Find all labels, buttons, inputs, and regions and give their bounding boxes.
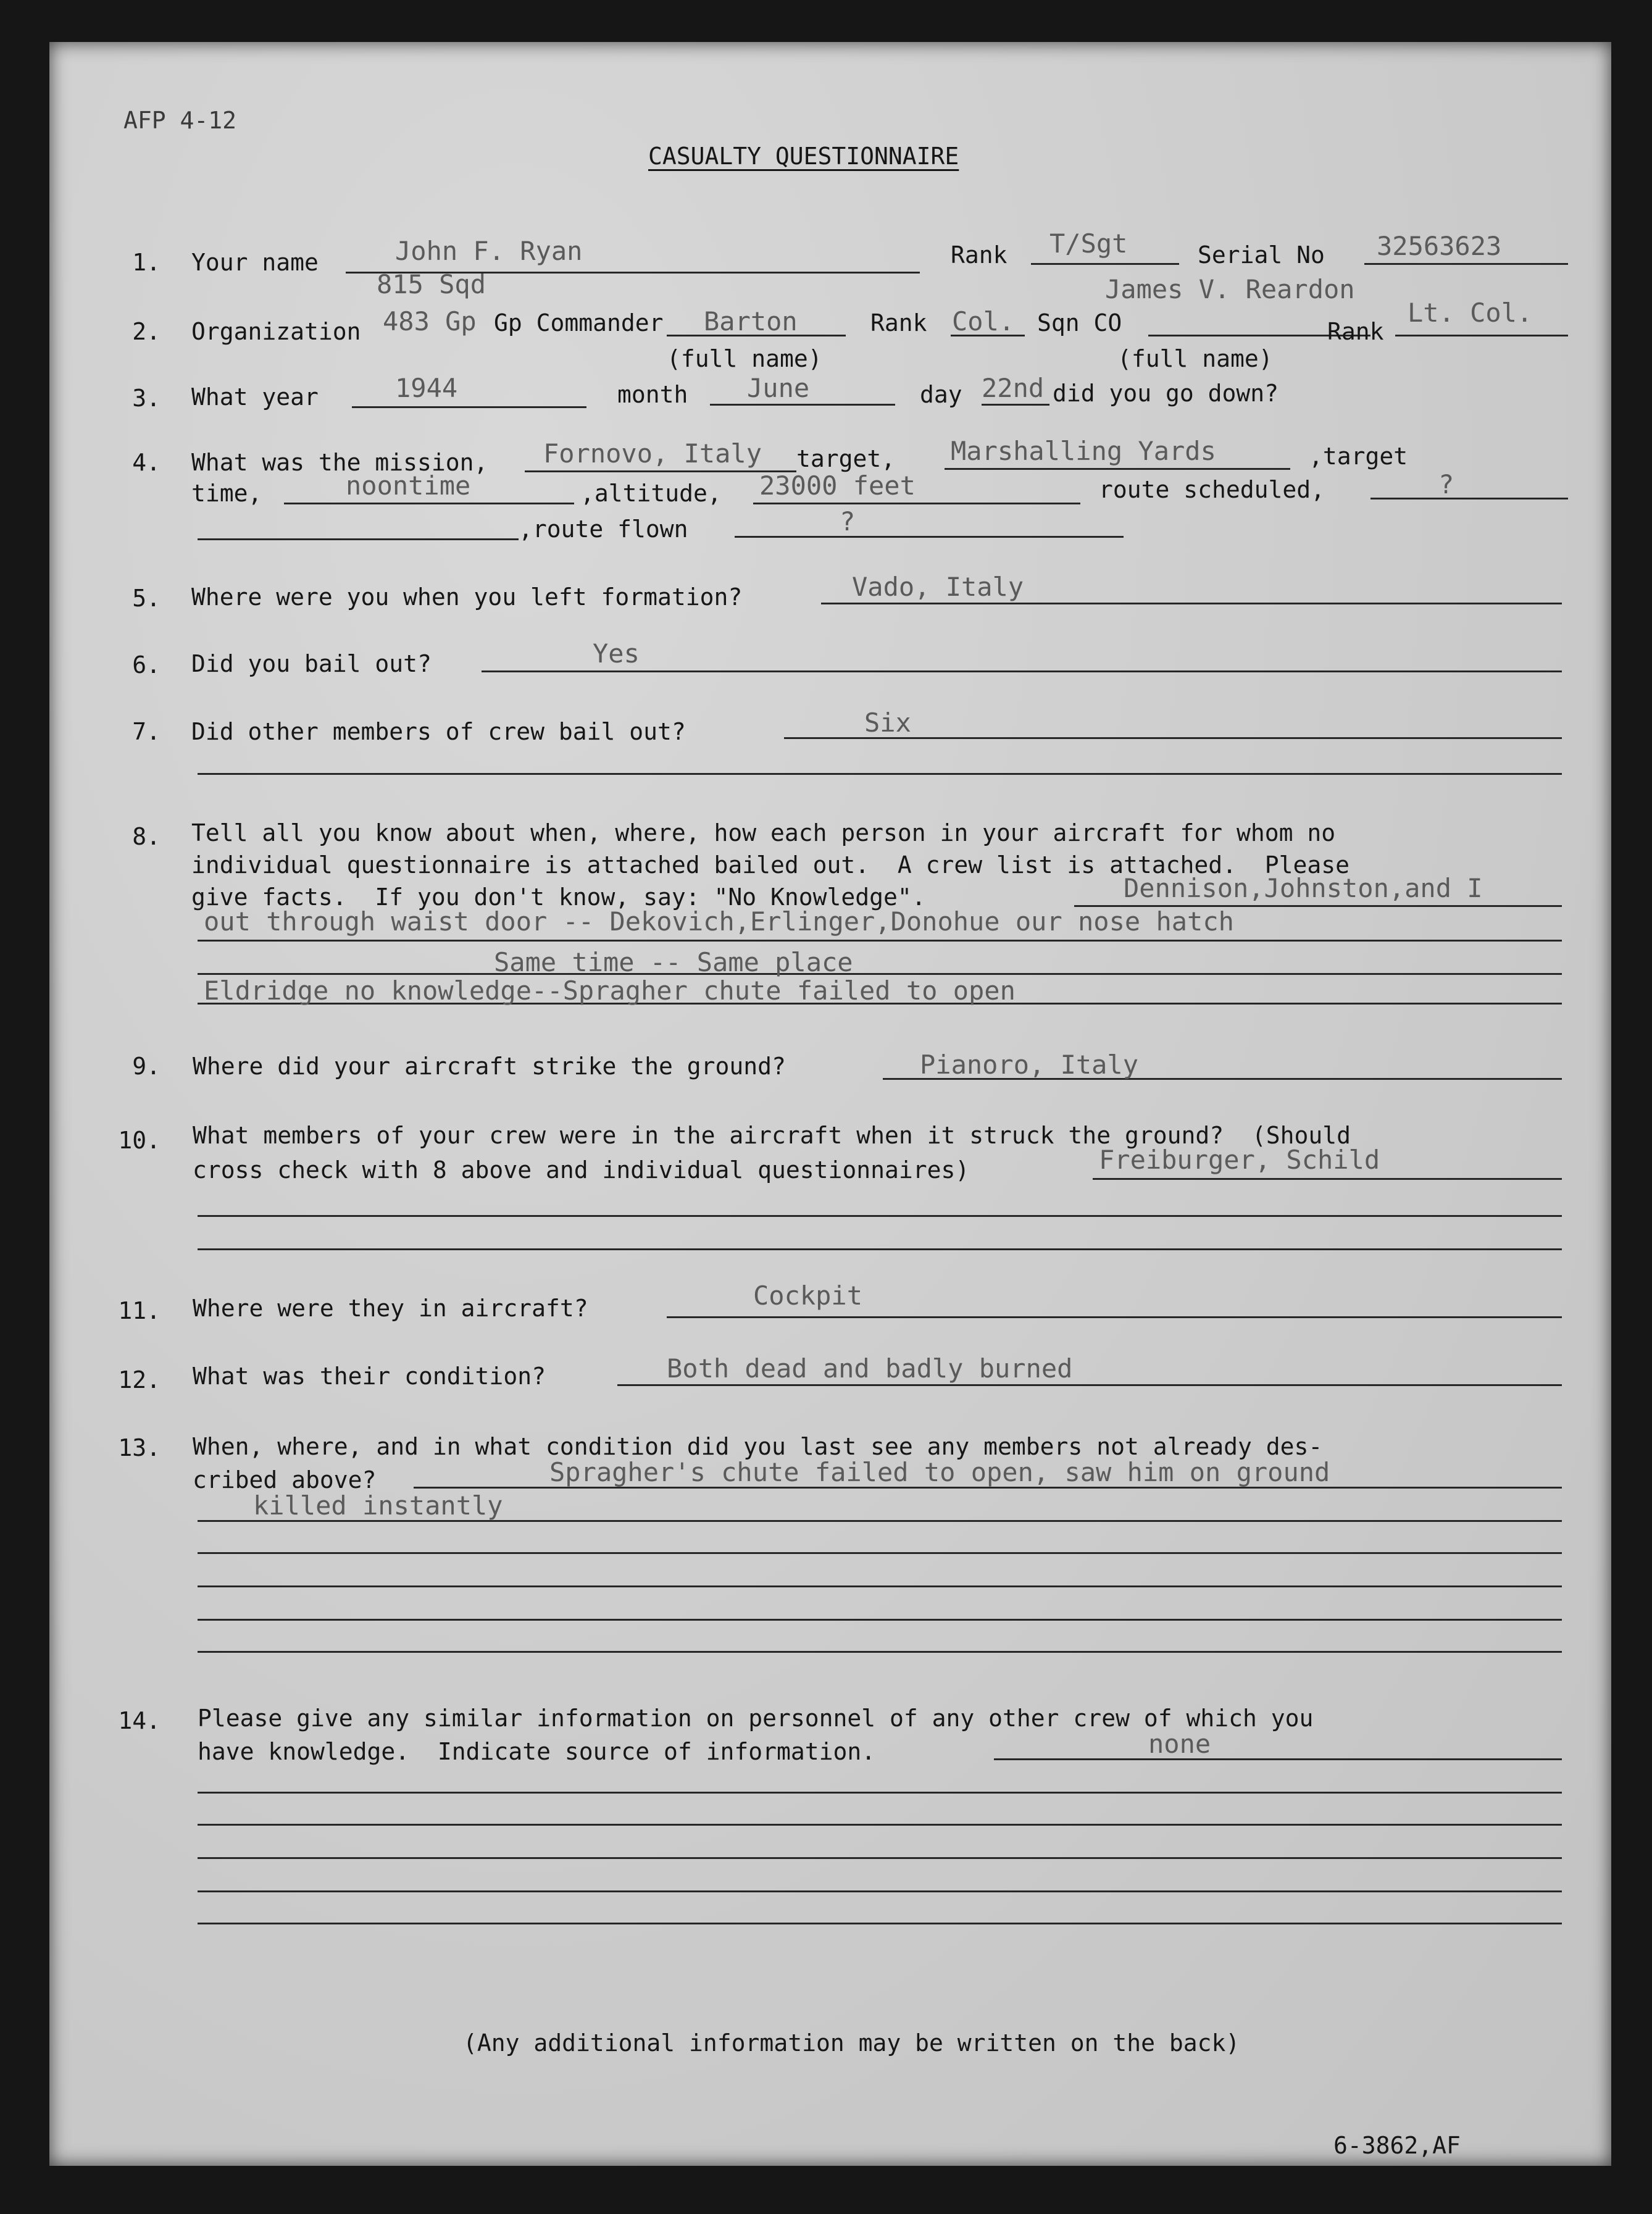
q10-line-1: What members of your crew were in the aircraft when it struck the ground? (Should <box>193 1122 1351 1149</box>
target-label: target, <box>796 445 896 472</box>
sqn-co-answer: James V. Reardon <box>1105 274 1355 304</box>
condition-answer: Both dead and badly burned <box>667 1353 1073 1384</box>
organization-label: Organization <box>191 318 361 345</box>
go-down-label: did you go down? <box>1053 380 1279 407</box>
rank-answer: T/Sgt <box>1049 228 1128 259</box>
other-members-answer: Six <box>864 708 911 738</box>
where-in-aircraft-answer: Cockpit <box>753 1280 863 1311</box>
q10-line-2: cross check with 8 above and individual questionnaires) <box>193 1156 970 1184</box>
question-number: 7. <box>132 718 161 745</box>
year-answer: 1944 <box>395 373 458 403</box>
q8-answer-3: Same time -- Same place <box>494 947 853 977</box>
month-label: month <box>617 381 688 408</box>
route-scheduled-label: route scheduled, <box>1099 476 1325 503</box>
day-label: day <box>920 381 962 408</box>
question-number: 2. <box>132 318 161 345</box>
altitude-answer: 23000 feet <box>759 470 916 501</box>
year-label: What year <box>191 383 319 411</box>
in-aircraft-answer: Freiburger, Schild <box>1099 1145 1380 1175</box>
serial-label: Serial No <box>1198 241 1325 269</box>
sqn-rank-answer: Lt. Col. <box>1408 298 1533 328</box>
q14-line-2: have knowledge. Indicate source of information. <box>198 1738 876 1765</box>
time-answer: noontime <box>346 470 471 501</box>
left-formation-answer: Vado, Italy <box>852 572 1024 602</box>
form-code: AFP 4-12 <box>123 107 237 134</box>
route-scheduled-answer: ? <box>1438 469 1454 499</box>
q8-answer-2: out through waist door -- Dekovich,Erlinger,Donohue our nose hatch <box>204 906 1234 937</box>
gp-commander-answer: Barton <box>704 306 798 336</box>
serial-answer: 32563623 <box>1377 231 1502 261</box>
gp-commander-label: Gp Commander <box>494 309 664 336</box>
q8-answer-4: Eldridge no knowledge--Spragher chute failed to open <box>204 975 1016 1006</box>
full-name-note-2: (full name) <box>1117 345 1273 372</box>
mission-answer: Fornovo, Italy <box>543 438 762 469</box>
target-answer: Marshalling Yards <box>951 436 1216 466</box>
q13-line-2: cribed above? <box>193 1466 377 1493</box>
question-number: 6. <box>132 651 161 679</box>
q8-line-1: Tell all you know about when, where, how each person in your aircraft for whom no <box>191 819 1336 846</box>
bail-out-answer: Yes <box>593 638 640 669</box>
target-time-label: ,target <box>1309 443 1408 470</box>
q8-line-3: give facts. If you don't know, say: "No Knowledge". <box>191 884 926 911</box>
left-formation-label: Where were you when you left formation? <box>191 583 743 611</box>
q13-answer-1: Spragher's chute failed to open, saw him on ground <box>549 1457 1330 1487</box>
question-number: 4. <box>132 449 161 476</box>
question-number: 12. <box>118 1366 161 1393</box>
sqn-co-label: Sqn CO <box>1037 309 1122 336</box>
bail-out-label: Did you bail out? <box>191 650 432 677</box>
month-answer: June <box>747 373 810 403</box>
q8-line-2: individual questionnaire is attached bailed out. A crew list is attached. Please <box>191 851 1350 879</box>
route-flown-answer: ? <box>840 506 856 537</box>
q14-line-1: Please give any similar information on personnel of any other crew of which you <box>198 1705 1314 1732</box>
question-number: 14. <box>118 1707 161 1734</box>
name-label: Your name <box>191 249 319 276</box>
strike-ground-answer: Pianoro, Italy <box>920 1050 1139 1080</box>
full-name-note: (full name) <box>667 345 822 372</box>
questionnaire-sheet <box>49 42 1611 2166</box>
question-number: 8. <box>132 823 161 850</box>
time-label: time, <box>191 480 262 507</box>
day-answer: 22nd <box>982 373 1045 403</box>
condition-label: What was their condition? <box>193 1363 546 1390</box>
name-answer: John F. Ryan <box>395 236 583 266</box>
q13-line-1: When, where, and in what condition did you last see any members not already des- <box>193 1433 1323 1460</box>
footer-note: (Any additional information may be written on the back) <box>463 2029 1240 2057</box>
question-number: 10. <box>118 1127 161 1154</box>
strike-ground-label: Where did your aircraft strike the ground? <box>193 1053 786 1080</box>
form-number: 6-3862,AF <box>1333 2132 1461 2159</box>
group-answer: 483 Gp <box>383 306 477 336</box>
altitude-label: ,altitude, <box>580 480 722 507</box>
question-number: 13. <box>118 1434 161 1461</box>
question-number: 11. <box>118 1297 161 1324</box>
form-title: CASUALTY QUESTIONNAIRE <box>648 143 959 170</box>
sqn-rank-label: Rank <box>1327 318 1384 345</box>
question-number: 3. <box>132 385 161 412</box>
mission-label: What was the mission, <box>191 449 488 476</box>
squadron-answer: 815 Sqd <box>377 269 486 299</box>
gp-rank-answer: Col. <box>952 306 1015 336</box>
q14-answer: none <box>1148 1729 1211 1759</box>
question-number: 9. <box>132 1053 161 1080</box>
other-members-label: Did other members of crew bail out? <box>191 718 686 745</box>
rank-label: Rank <box>951 241 1007 269</box>
gp-rank-label: Rank <box>870 309 927 336</box>
question-number: 1. <box>132 249 161 276</box>
q8-answer-1: Dennison,Johnston,and I <box>1124 873 1483 903</box>
route-flown-label: ,route flown <box>519 516 688 543</box>
where-in-aircraft-label: Where were they in aircraft? <box>193 1295 588 1322</box>
q13-answer-2: killed instantly <box>253 1490 503 1521</box>
question-number: 5. <box>132 585 161 612</box>
